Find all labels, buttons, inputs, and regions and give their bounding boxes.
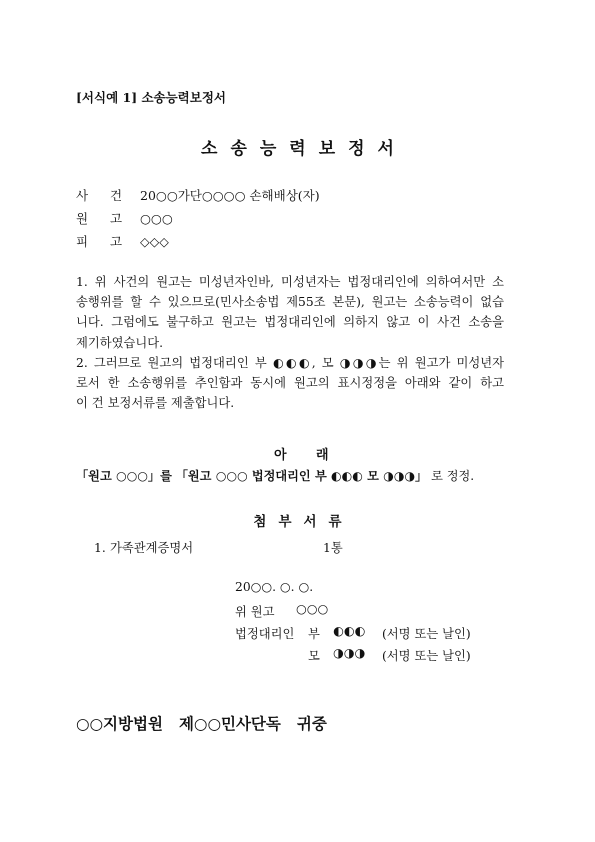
attachment-item bbox=[94, 538, 343, 556]
paragraph-2-line: 로서 한 소송행위를 추인함과 동시에 원고의 표시정정을 아래와 같이 하고 bbox=[76, 376, 504, 391]
mother-label: 모 bbox=[308, 649, 320, 663]
case-label-1: 사 bbox=[76, 188, 89, 203]
court-honorific: 귀중 bbox=[296, 714, 327, 733]
document-title: 소송능력보정서 bbox=[201, 139, 407, 159]
case-number-row bbox=[76, 186, 320, 204]
plaintiff-label-1: 원 bbox=[76, 211, 89, 226]
paragraph-2-line: 이 건 보정서류를 제출합니다. bbox=[76, 396, 235, 411]
court-name: ○○지방법원 bbox=[76, 714, 163, 733]
signature-date: 20○○. ○. ○. bbox=[235, 580, 314, 594]
below-heading-1: 아 bbox=[274, 448, 287, 463]
signature-plaintiff-label: 위 원고 bbox=[235, 605, 275, 619]
case-label-2: 건 bbox=[110, 188, 123, 203]
attachment-number: 1. bbox=[94, 541, 106, 555]
attachments-heading: 첨부서류 bbox=[253, 514, 354, 530]
defendant-value: ◇◇◇ bbox=[140, 234, 169, 249]
paragraph-1-line: 1. 위 사건의 원고는 미성년자인바, 미성년자는 법정대리인에 의하여서만 소 bbox=[76, 275, 504, 289]
mother-seal-note: (서명 또는 날인) bbox=[382, 649, 471, 663]
signature-plaintiff-name: ○○○ bbox=[296, 602, 329, 616]
mother-name: ◑◑◑ bbox=[333, 646, 366, 660]
father-seal-note: (서명 또는 날인) bbox=[382, 627, 471, 641]
below-heading-2: 래 bbox=[316, 448, 329, 463]
correction-corrected: 「원고 ○○○ 법정대리인 부 ◐◐◐ 모 ◑◑◑」 bbox=[175, 469, 428, 483]
paragraph-1-line: 제기하였습니다. bbox=[76, 335, 164, 350]
correction-suffix: 로 정정. bbox=[431, 469, 475, 483]
father-name: ◐◐◐ bbox=[333, 624, 366, 638]
plaintiff-label-2: 고 bbox=[110, 211, 123, 226]
defendant-label-2: 고 bbox=[110, 234, 123, 249]
paragraph-1 bbox=[76, 272, 504, 353]
paragraph-1-line: 니다. 그럼에도 불구하고 원고는 법정대리인에 의하지 않고 이 사건 소송을 bbox=[76, 315, 504, 330]
defendant-label-1: 피 bbox=[76, 234, 89, 249]
paragraph-2 bbox=[76, 353, 504, 414]
form-reference: [서식예 1] 소송능력보정서 bbox=[76, 90, 226, 105]
legal-representative-label: 법정대리인 bbox=[235, 627, 295, 641]
plaintiff-value: ○○○ bbox=[140, 211, 173, 226]
father-label: 부 bbox=[308, 627, 320, 641]
plaintiff-row bbox=[76, 209, 173, 227]
defendant-row bbox=[76, 232, 169, 250]
correction-line bbox=[76, 467, 474, 484]
attachment-name: 가족관계증명서 bbox=[110, 541, 194, 555]
paragraph-2-line: 2. 그러므로 원고의 법정대리인 부 ◐◐◐, 모 ◑◑◑는 위 원고가 미성년자 bbox=[76, 356, 504, 370]
paragraph-1-line: 송행위를 할 수 있으므로(민사소송법 제55조 본문), 원고는 소송능력이 없습 bbox=[76, 295, 504, 310]
court-addressee bbox=[76, 712, 327, 734]
case-number-value: 20○○가단○○○○ 손해배상(자) bbox=[140, 188, 320, 203]
attachment-count: 1통 bbox=[323, 541, 343, 555]
correction-original: 「원고 ○○○」를 bbox=[76, 469, 172, 483]
court-division: 제○○민사단독 bbox=[178, 714, 281, 733]
